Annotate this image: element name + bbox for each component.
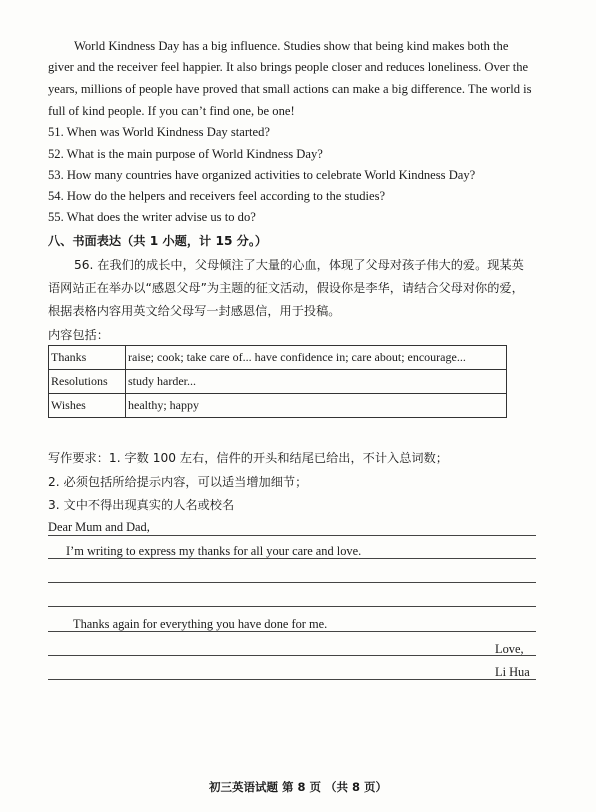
table-cell-value: healthy; happy: [126, 394, 507, 418]
writing-line: [48, 582, 536, 583]
passage-line: giver and the receiver feel happier. It also brings people closer and reduces loneliness. Over the: [48, 60, 529, 74]
writing-line: [48, 558, 536, 559]
letter-closing-sentence: Thanks again for everything you have done for me.: [73, 617, 328, 631]
table-cell-value: raise; cook; take care of... have confidence in; care about; encourage...: [126, 346, 507, 370]
question-51: 51. When was World Kindness Day started?: [48, 125, 271, 139]
writing-line: [48, 606, 536, 607]
section-heading: 八、书面表达（共 1 小题，计 15 分。）: [48, 234, 268, 248]
content-label: 内容包括：: [48, 328, 109, 342]
table-row: [49, 394, 507, 418]
writing-line: [48, 679, 536, 680]
letter-salutation: Dear Mum and Dad,: [48, 520, 150, 534]
requirement-1: 写作要求：1. 字数 100 左右，信件的开头和结尾已给出，不计入总词数；: [48, 451, 448, 465]
hint-table: [48, 345, 507, 418]
table-cell-key: Wishes: [49, 394, 126, 418]
passage-line: full of kind people. If you can’t find one, be one!: [48, 104, 295, 118]
requirement-2: 2. 必须包括所给提示内容，可以适当增加细节；: [48, 475, 308, 489]
prompt-line: 根据表格内容用英文给父母写一封感恩信，用于投稿。: [48, 304, 341, 318]
prompt-line: 56. 在我们的成长中，父母倾注了大量的心血，体现了父母对孩子伟大的爱。现某英: [74, 258, 524, 272]
letter-signature: Li Hua: [495, 665, 530, 679]
table-row: [49, 370, 507, 394]
table-cell-key: Resolutions: [49, 370, 126, 394]
page-footer: 初三英语试题 第 8 页 （共 8 页）: [208, 780, 388, 794]
writing-line: [48, 535, 536, 536]
letter-opening: I’m writing to express my thanks for all your care and love.: [66, 544, 362, 558]
requirement-3: 3. 文中不得出现真实的人名或校名: [48, 498, 235, 512]
question-53: 53. How many countries have organized activities to celebrate World Kindness Day?: [48, 168, 476, 182]
table-row: [49, 346, 507, 370]
letter-sign-off: Love,: [495, 642, 524, 656]
question-54: 54. How do the helpers and receivers feel according to the studies?: [48, 189, 386, 203]
passage-line: years, millions of people have proved that small actions can make a big difference. The world is: [48, 82, 532, 96]
question-55: 55. What does the writer advise us to do?: [48, 210, 256, 224]
table-cell-value: study harder...: [126, 370, 507, 394]
writing-line: [48, 655, 536, 656]
writing-line: [48, 631, 536, 632]
prompt-line: 语网站正在举办以“感恩父母”为主题的征文活动，假设你是李华，请结合父母对你的爱，: [48, 281, 524, 295]
question-52: 52. What is the main purpose of World Kindness Day?: [48, 147, 323, 161]
table-cell-key: Thanks: [49, 346, 126, 370]
passage-line: World Kindness Day has a big influence. Studies show that being kind makes both the: [74, 39, 509, 53]
